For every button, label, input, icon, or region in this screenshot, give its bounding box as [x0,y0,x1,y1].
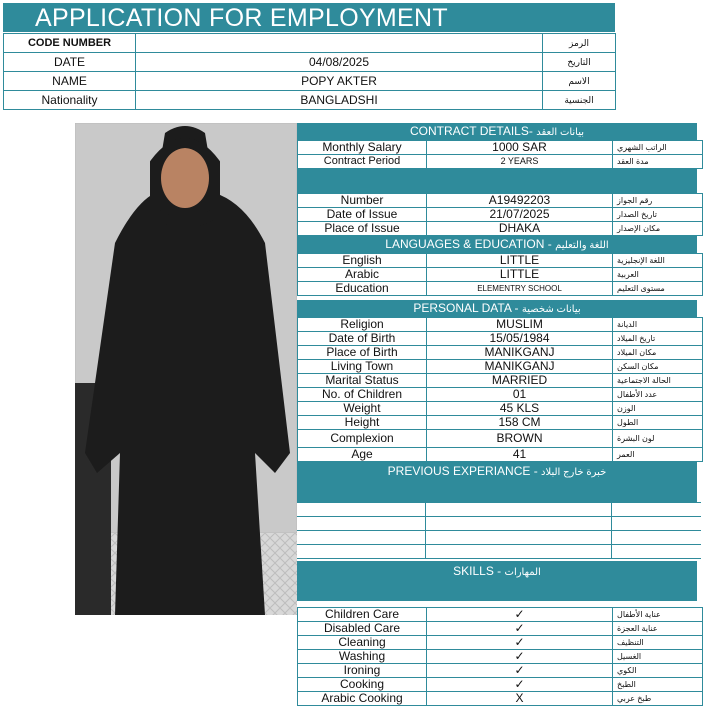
name-arabic: الاسم [543,72,616,91]
children-care-label: Children Care [298,608,427,622]
cleaning-check: ✓ [427,636,613,650]
experience-row [297,503,701,517]
arabic-value: LITTLE [427,268,613,282]
experience-table [297,502,701,559]
date-of-issue-value: 21/07/2025 [427,208,613,222]
applicant-photo-illustration [75,123,297,615]
height-label: Height [298,416,427,430]
applicant-photo [75,123,297,615]
date-of-birth-label: Date of Birth [298,332,427,346]
passport-header-band [297,169,697,193]
contract-period-label: Contract Period [298,155,427,169]
contract-details-title: CONTRACT DETAILS- [409,124,533,138]
arabic-label: Arabic [298,268,427,282]
languages-header [297,236,697,253]
date-value: 04/08/2025 [136,53,543,72]
header-row-nationality [4,91,616,110]
experience-row [297,531,701,545]
header-row-date [4,53,616,72]
contract-period-arabic: مدة العقد [613,155,703,169]
languages-title-arabic: اللغة والتعليم [555,240,609,251]
personal-data-title-arabic: بيانات شخصية [521,304,581,315]
contract-period-value: 2 YEARS [427,155,613,169]
education-label: Education [298,282,427,296]
passport-table [297,193,703,236]
experience-header [297,462,697,502]
personal-row [298,402,703,416]
personal-row [298,360,703,374]
date-label: DATE [4,53,136,72]
weight-arabic: الوزن [613,402,703,416]
code-number-value [136,34,543,53]
marital-status-value: MARRIED [427,374,613,388]
form-title: APPLICATION FOR EMPLOYMENT [35,4,448,32]
children-value: 01 [427,388,613,402]
ironing-label: Ironing [298,664,427,678]
cleaning-arabic: التنظيف [613,636,703,650]
complexion-label: Complexion [298,430,427,448]
contract-details-header [297,123,697,140]
experience-row [297,545,701,559]
religion-label: Religion [298,318,427,332]
skill-row [298,692,703,706]
language-row [298,268,703,282]
personal-row [298,318,703,332]
language-row [298,282,703,296]
age-label: Age [298,448,427,462]
personal-row [298,430,703,448]
skill-row [298,636,703,650]
marital-status-arabic: الحالة الاجتماعية [613,374,703,388]
contract-row [298,141,703,155]
arabic-cooking-arabic: طبخ عربي [613,692,703,706]
cooking-arabic: الطبخ [613,678,703,692]
passport-row [298,194,703,208]
personal-row [298,346,703,360]
living-town-value: MANIKGANJ [427,360,613,374]
contract-row [298,155,703,169]
date-of-issue-arabic: تاريخ الصدار [613,208,703,222]
languages-table [297,253,703,296]
english-label: English [298,254,427,268]
place-of-issue-label: Place of Issue [298,222,427,236]
religion-value: MUSLIM [427,318,613,332]
english-arabic: اللغة الإنجليزية [613,254,703,268]
complexion-value: BROWN [427,430,613,448]
height-arabic: الطول [613,416,703,430]
skill-row [298,622,703,636]
washing-check: ✓ [427,650,613,664]
passport-number-arabic: رقم الجواز [613,194,703,208]
skill-row [298,608,703,622]
date-of-birth-value: 15/05/1984 [427,332,613,346]
ironing-check: ✓ [427,664,613,678]
monthly-salary-value: 1000 SAR [427,141,613,155]
contract-details-title-arabic: بيانات العقد [536,127,585,138]
name-label: NAME [4,72,136,91]
monthly-salary-label: Monthly Salary [298,141,427,155]
passport-row [298,208,703,222]
arabic-arabic: العربية [613,268,703,282]
place-of-birth-value: MANIKGANJ [427,346,613,360]
languages-title: LANGUAGES & EDUCATION - [385,237,552,251]
cooking-label: Cooking [298,678,427,692]
monthly-salary-arabic: الراتب الشهري [613,141,703,155]
experience-row [297,517,701,531]
date-of-birth-arabic: تاريخ الميلاد [613,332,703,346]
arabic-cooking-check: X [427,692,613,706]
experience-title-arabic: خبرة خارج البلاد [541,467,607,478]
weight-label: Weight [298,402,427,416]
skills-table [297,607,703,706]
disabled-care-arabic: عناية العجزة [613,622,703,636]
education-value: ELEMENTRY SCHOOL [427,282,613,296]
cooking-check: ✓ [427,678,613,692]
washing-label: Washing [298,650,427,664]
form-title-banner [3,3,615,32]
personal-row [298,388,703,402]
personal-data-title: PERSONAL DATA - [413,301,519,315]
nationality-label: Nationality [4,91,136,110]
ironing-arabic: الكوي [613,664,703,678]
living-town-label: Living Town [298,360,427,374]
weight-value: 45 KLS [427,402,613,416]
skills-header [297,561,697,601]
place-of-issue-value: DHAKA [427,222,613,236]
children-label: No. of Children [298,388,427,402]
height-value: 158 CM [427,416,613,430]
marital-status-label: Marital Status [298,374,427,388]
place-of-issue-arabic: مكان الإصدار [613,222,703,236]
code-number-label: CODE NUMBER [4,34,136,53]
personal-row [298,374,703,388]
place-of-birth-arabic: مكان الميلاد [613,346,703,360]
complexion-arabic: لون البشرة [613,430,703,448]
nationality-arabic: الجنسية [543,91,616,110]
header-row-code [4,34,616,53]
details-panel [297,123,697,706]
skill-row [298,678,703,692]
skill-row [298,664,703,678]
disabled-care-label: Disabled Care [298,622,427,636]
passport-row [298,222,703,236]
living-town-arabic: مكان السكن [613,360,703,374]
contract-table [297,140,703,169]
date-arabic: التاريخ [543,53,616,72]
skill-row [298,650,703,664]
skills-title-arabic: المهارات [504,567,541,578]
code-number-arabic: الرمز [543,34,616,53]
personal-table [297,317,703,462]
passport-number-value: A19492203 [427,194,613,208]
arabic-cooking-label: Arabic Cooking [298,692,427,706]
children-care-check: ✓ [427,608,613,622]
personal-row [298,448,703,462]
disabled-care-check: ✓ [427,622,613,636]
age-arabic: العمر [613,448,703,462]
nationality-value: BANGLADSHI [136,91,543,110]
passport-number-label: Number [298,194,427,208]
header-row-name [4,72,616,91]
children-care-arabic: عناية الأطفال [613,608,703,622]
washing-arabic: الغسيل [613,650,703,664]
english-value: LITTLE [427,254,613,268]
cleaning-label: Cleaning [298,636,427,650]
place-of-birth-label: Place of Birth [298,346,427,360]
personal-data-header [297,300,697,317]
header-table [3,33,616,110]
age-value: 41 [427,448,613,462]
language-row [298,254,703,268]
education-arabic: مستوى التعليم [613,282,703,296]
date-of-issue-label: Date of Issue [298,208,427,222]
experience-title: PREVIOUS EXPERIANCE - [387,464,538,478]
children-arabic: عدد الأطفال [613,388,703,402]
religion-arabic: الديانة [613,318,703,332]
skills-title: SKILLS - [453,564,502,578]
name-value: POPY AKTER [136,72,543,91]
personal-row [298,332,703,346]
personal-row [298,416,703,430]
